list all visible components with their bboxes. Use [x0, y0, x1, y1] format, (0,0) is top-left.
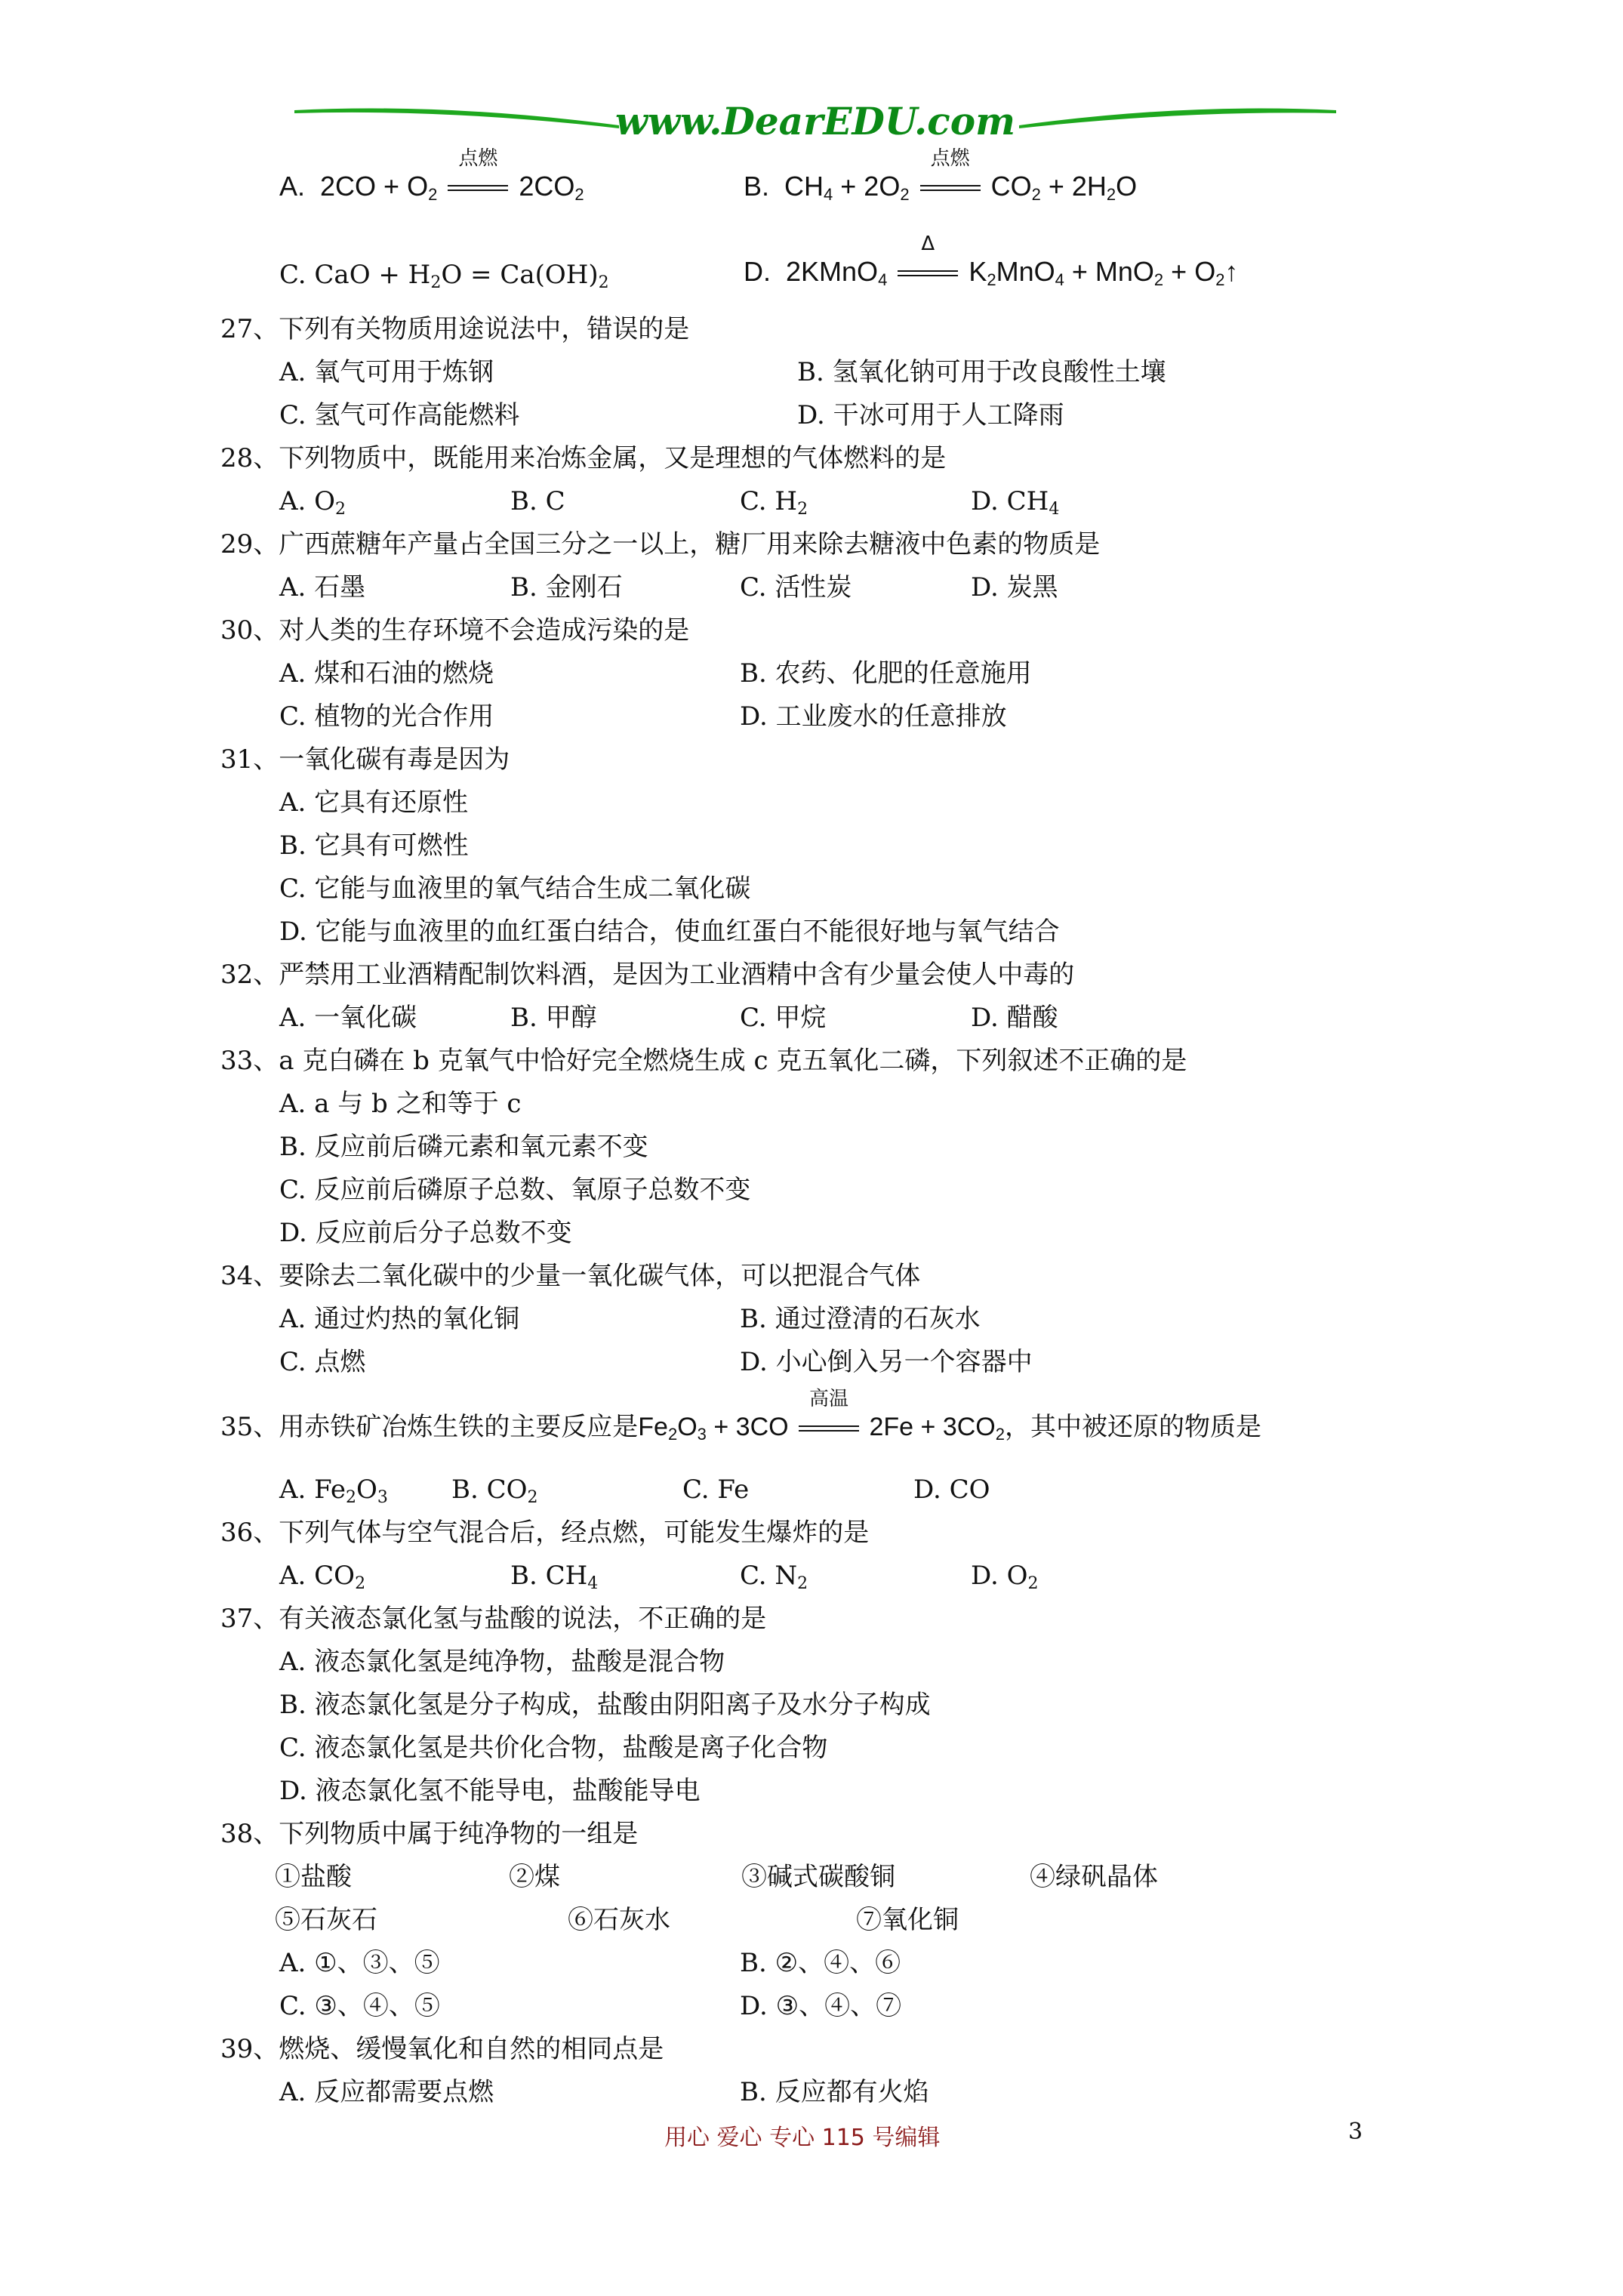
q38-item-6: ⑥石灰水 — [568, 1905, 670, 1935]
reaction-arrow-icon: 点燃 — [448, 170, 508, 203]
q28-option-d: D. $CH_4$ — [971, 486, 1060, 519]
q27-option-d: D. 干冰可用于人工降雨 — [797, 400, 1064, 430]
q27-option-c: C. 氢气可作高能燃料 — [279, 400, 520, 430]
q32-option-b: B. 甲醇 — [510, 1003, 597, 1033]
q38-item-4: ④绿矾晶体 — [1030, 1862, 1158, 1892]
q39-option-a: A. 反应都需要点燃 — [279, 2077, 494, 2107]
q37-option-d: D. 液态氯化氢不能导电，盐酸能导电 — [279, 1776, 701, 1806]
q36-option-d: D. $O_2$ — [971, 1561, 1039, 1593]
reaction-arrow-icon: 高温 — [799, 1410, 859, 1444]
q30-option-d: D. 工业废水的任意排放 — [740, 701, 1007, 732]
q26-option-a: A. $2CO + O_2$ 点燃 $2CO_2$ — [279, 147, 584, 204]
q38-item-1: ①盐酸 — [275, 1862, 352, 1892]
q30-option-c: C. 植物的光合作用 — [279, 701, 494, 732]
q37-option-a: A. 液态氯化氢是纯净物，盐酸是混合物 — [279, 1647, 725, 1677]
q36-option-c: C. $N_2$ — [740, 1561, 808, 1593]
q34-option-c: C. 点燃 — [279, 1347, 366, 1377]
q31-option-b: B. 它具有可燃性 — [279, 831, 469, 861]
q37-option-c: C. 液态氯化氢是共价化合物，盐酸是离子化合物 — [279, 1733, 828, 1763]
question-29: 29、广西蔗糖年产量占全国三分之一以上，糖厂用来除去糖液中色素的物质是 — [220, 529, 1101, 559]
q26-option-d: D. 2KMnO$_4$ Δ $K_2MnO_4 + MnO_2$ + $O_2↑$ — [744, 233, 1239, 289]
question-33: 33、a 克白磷在 b 克氧气中恰好完全燃烧生成 c 克五氧化二磷，下列叙述不正确的是 — [220, 1046, 1187, 1076]
reaction-arrow-icon: Δ — [898, 255, 958, 288]
question-32: 32、严禁用工业酒精配制饮料酒，是因为工业酒精中含有少量会使人中毒的 — [220, 960, 1075, 990]
q35-option-a: A. $Fe_2O_3$ — [279, 1475, 388, 1507]
site-url[interactable]: www.DearEDU.com — [614, 99, 1015, 143]
q28-option-c: C. $H_2$ — [740, 486, 808, 519]
q31-option-c: C. 它能与血液里的氧气结合生成二氧化碳 — [279, 874, 751, 904]
q37-option-b: B. 液态氯化氢是分子构成，盐酸由阴阳离子及水分子构成 — [279, 1690, 931, 1720]
q32-option-a: A. 一氧化碳 — [279, 1003, 417, 1033]
q39-option-b: B. 反应都有火焰 — [740, 2077, 929, 2107]
q29-option-b: B. 金刚石 — [510, 572, 623, 603]
q31-option-d: D. 它能与血液里的血红蛋白结合，使血红蛋白不能很好地与氧气结合 — [279, 917, 1060, 947]
footer-note: 用心 爱心 专心 115 号编辑 — [664, 2125, 941, 2151]
q28-option-a: A. $O_2$ — [279, 486, 346, 519]
q38-option-a: A. ①、③、⑤ — [279, 1948, 440, 1978]
q32-option-d: D. 醋酸 — [971, 1003, 1058, 1033]
question-36: 36、下列气体与空气混合后，经点燃，可能发生爆炸的是 — [220, 1518, 870, 1548]
q29-option-a: A. 石墨 — [279, 572, 366, 603]
page-number: 3 — [1348, 2119, 1363, 2145]
q36-option-a: A. $CO_2$ — [279, 1561, 366, 1593]
q35-option-b: B. $CO_2$ — [451, 1475, 538, 1507]
q38-item-2: ②煤 — [509, 1862, 560, 1892]
reaction-arrow-icon: 点燃 — [920, 170, 981, 203]
q33-option-c: C. 反应前后磷原子总数、氧原子总数不变 — [279, 1175, 751, 1205]
q26-option-c: C. CaO + $H_2O = Ca(OH)_2$ — [279, 260, 609, 292]
q36-option-b: B. $CH_4$ — [510, 1561, 599, 1593]
question-37: 37、有关液态氯化氢与盐酸的说法，不正确的是 — [220, 1604, 767, 1634]
q33-option-d: D. 反应前后分子总数不变 — [279, 1218, 572, 1248]
q34-option-a: A. 通过灼热的氧化铜 — [279, 1304, 520, 1334]
question-31: 31、一氧化碳有毒是因为 — [220, 744, 510, 775]
question-39: 39、燃烧、缓慢氧化和自然的相同点是 — [220, 2034, 664, 2064]
q38-option-c: C. ③、④、⑤ — [279, 1991, 440, 2021]
question-28: 28、下列物质中，既能用来冶炼金属，又是理想的气体燃料的是 — [220, 443, 947, 473]
q32-option-c: C. 甲烷 — [740, 1003, 827, 1033]
q26-option-b: B. $CH_4 + 2O_2$ 点燃 $CO_2 + 2H_2O$ — [744, 147, 1138, 204]
q27-option-a: A. 氧气可用于炼钢 — [279, 357, 494, 387]
q38-option-d: D. ③、④、⑦ — [740, 1991, 902, 2021]
q30-option-b: B. 农药、化肥的任意施用 — [740, 658, 1032, 689]
q38-item-3: ③碱式碳酸铜 — [741, 1862, 895, 1892]
q33-option-a: A. a 与 b 之和等于 c — [279, 1089, 522, 1119]
q29-option-d: D. 炭黑 — [971, 572, 1058, 603]
q31-option-a: A. 它具有还原性 — [279, 787, 469, 818]
q29-option-c: C. 活性炭 — [740, 572, 852, 603]
question-34: 34、要除去二氧化碳中的少量一氧化碳气体，可以把混合气体 — [220, 1261, 921, 1291]
question-30: 30、对人类的生存环境不会造成污染的是 — [220, 615, 690, 646]
q38-item-7: ⑦氧化铜 — [856, 1905, 959, 1935]
q38-option-b: B. ②、④、⑥ — [740, 1948, 901, 1978]
q35-option-c: C. Fe — [682, 1475, 750, 1505]
q35-option-d: D. CO — [913, 1475, 990, 1505]
site-header-banner — [294, 95, 1336, 148]
q34-option-d: D. 小心倒入另一个容器中 — [740, 1347, 1033, 1377]
q33-option-b: B. 反应前后磷元素和氧元素不变 — [279, 1132, 648, 1162]
q34-option-b: B. 通过澄清的石灰水 — [740, 1304, 981, 1334]
q38-item-5: ⑤石灰石 — [275, 1905, 377, 1935]
q30-option-a: A. 煤和石油的燃烧 — [279, 658, 494, 689]
question-35: 35、用赤铁矿冶炼生铁的主要反应是$Fe_2O_3 + 3CO$ 高温 $2Fe + 3CO_2$，其中被还原的物质是 — [220, 1388, 1261, 1444]
q28-option-b: B. C — [510, 486, 565, 516]
question-27: 27、下列有关物质用途说法中，错误的是 — [220, 314, 690, 344]
q27-option-b: B. 氢氧化钠可用于改良酸性土壤 — [797, 357, 1166, 387]
question-38: 38、下列物质中属于纯净物的一组是 — [220, 1819, 639, 1849]
